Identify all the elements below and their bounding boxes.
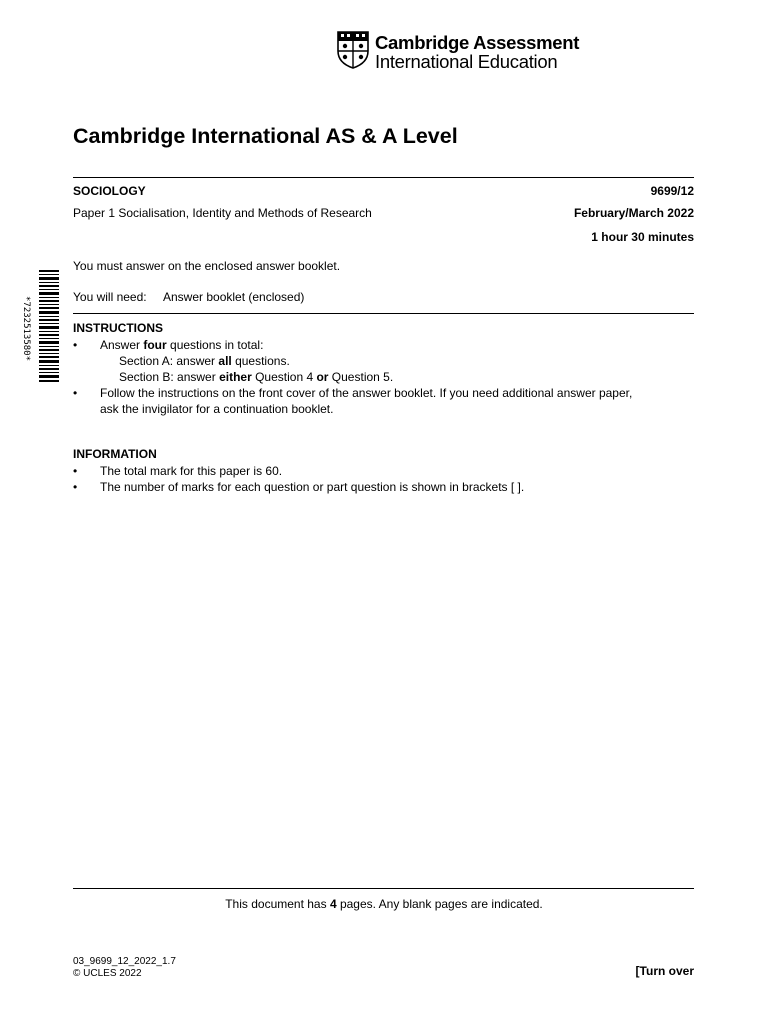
barcode-image <box>39 270 59 382</box>
exam-session: February/March 2022 <box>573 206 694 220</box>
information-item-2: The number of marks for each question or part question is shown in brackets [ ]. <box>100 480 525 494</box>
instruction-item-2-line-1: Follow the instructions on the front cover of the answer booklet. If you need additional answer paper, <box>100 386 633 400</box>
logo-line-1: Cambridge Assessment <box>375 32 580 53</box>
divider-middle <box>73 313 694 314</box>
section-b-instruction: Section B: answer either Question 4 or Question 5. <box>119 370 394 384</box>
instruction-item-2-line-2: ask the invigilator for a continuation booklet. <box>100 402 334 416</box>
bullet: • <box>73 338 78 352</box>
divider-top <box>73 177 694 178</box>
divider-bottom <box>73 888 694 889</box>
exam-code: 9699/12 <box>650 184 694 198</box>
bullet: • <box>73 480 78 494</box>
document-code: 03_9699_12_2022_1.7 <box>73 956 176 967</box>
copyright: © UCLES 2022 <box>73 968 142 979</box>
barcode-number: *7232513580* <box>21 296 31 362</box>
instruction-item-1: Answer four questions in total: <box>100 338 264 352</box>
section-a-instruction: Section A: answer all questions. <box>119 354 290 368</box>
subject: SOCIOLOGY <box>73 184 146 198</box>
bullet: • <box>73 386 78 400</box>
need-value: Answer booklet (enclosed) <box>163 290 305 304</box>
information-item-1: The total mark for this paper is 60. <box>100 464 283 478</box>
answer-note: You must answer on the enclosed answer booklet. <box>73 259 341 273</box>
bullet: • <box>73 464 78 478</box>
paper-title: Paper 1 Socialisation, Identity and Methods of Research <box>73 206 372 220</box>
page-count-note: This document has 4 pages. Any blank pages are indicated. <box>225 897 543 911</box>
logo-line-2: International Education <box>375 51 558 72</box>
page-title: Cambridge International AS & A Level <box>73 124 458 148</box>
need-label: You will need: <box>73 290 147 304</box>
information-heading: INFORMATION <box>73 447 157 461</box>
turn-over-note: [Turn over <box>635 964 694 978</box>
cambridge-logo <box>337 31 587 71</box>
exam-duration: 1 hour 30 minutes <box>591 230 694 244</box>
instructions-heading: INSTRUCTIONS <box>73 321 163 335</box>
shield-crest-icon <box>337 31 369 69</box>
